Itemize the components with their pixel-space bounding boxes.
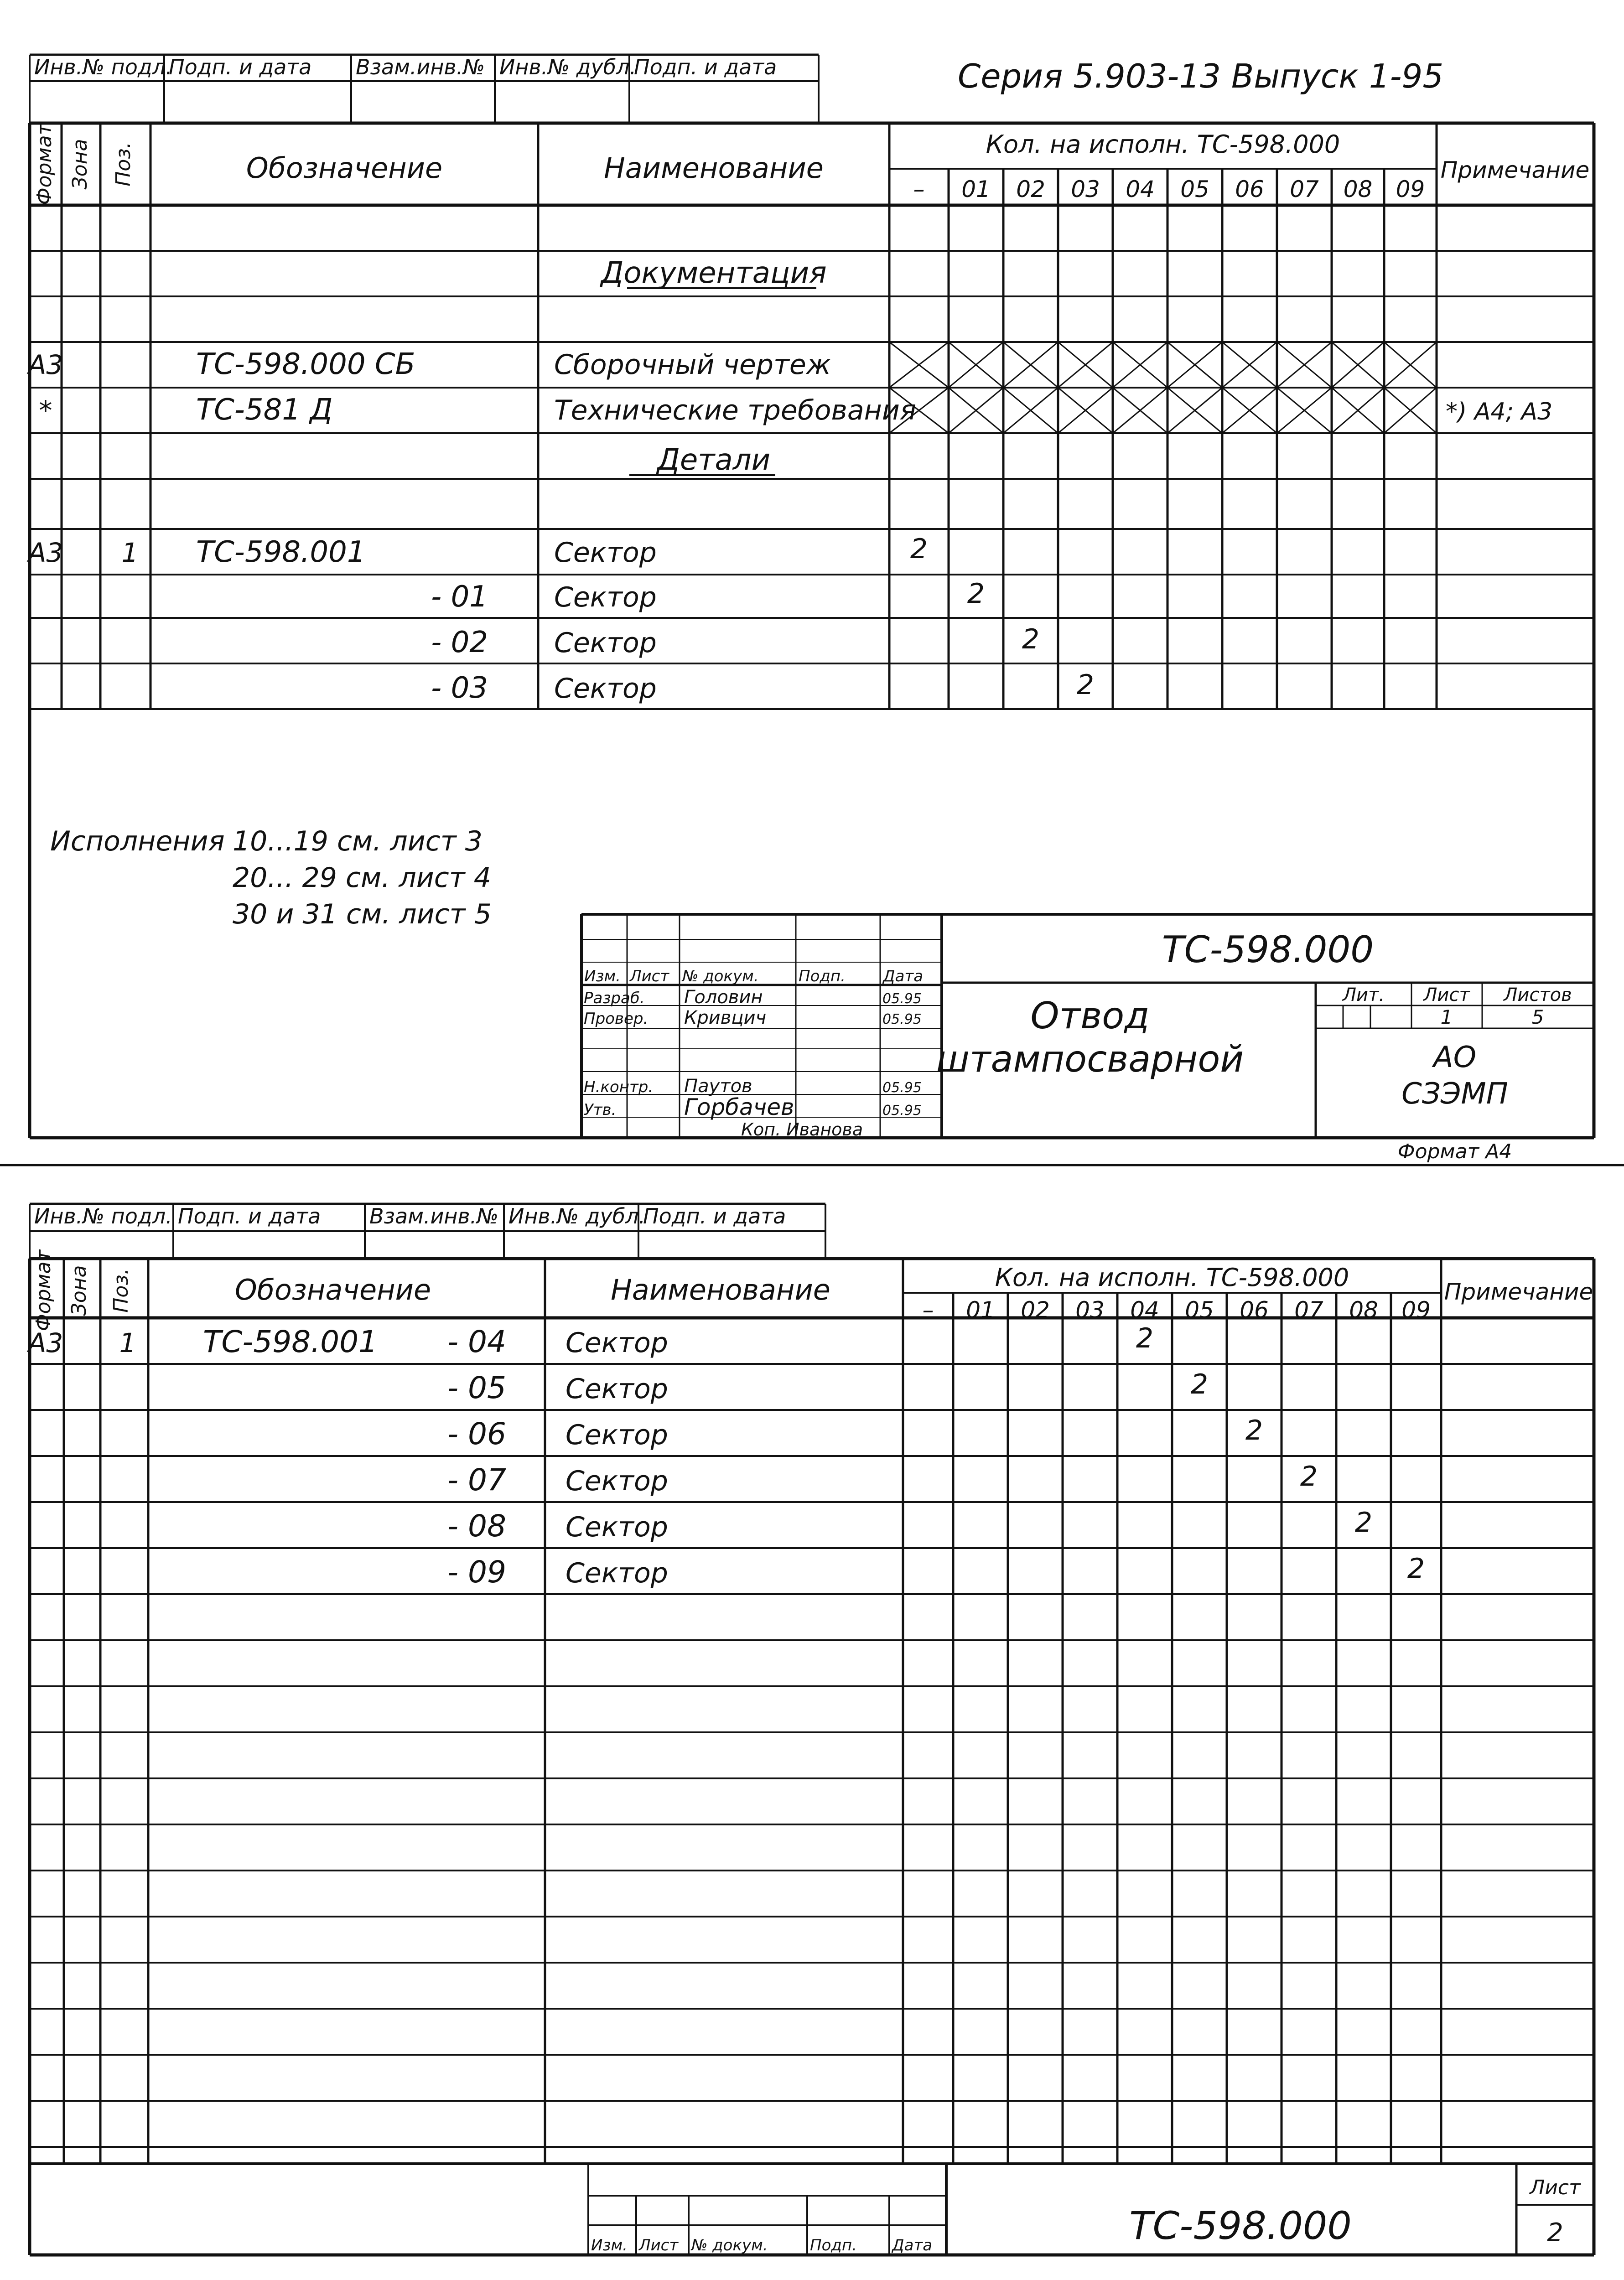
row-name: Сектор — [566, 1465, 668, 1497]
stamp-label: Инв.№ дубл. — [499, 55, 637, 79]
qty-column-label: 08 — [1343, 176, 1373, 202]
copied-by: Коп. Иванова — [741, 1119, 863, 1140]
title-block-column-head: Лист — [630, 967, 669, 985]
stamp-label: Подп. и дата — [643, 1204, 786, 1228]
row-variant-suffix: - 05 — [447, 1370, 506, 1405]
title-block-name: Горбачев — [684, 1094, 794, 1120]
row-designation: ТС-581 Д — [196, 393, 333, 427]
qty-column-label: 07 — [1294, 1297, 1323, 1323]
header-zone: Зона — [68, 139, 92, 190]
qty-column-label: 05 — [1180, 176, 1209, 202]
row-quantity: 2 — [1136, 1322, 1154, 1354]
row-variant-suffix: - 01 — [431, 580, 488, 614]
row-name: Сектор — [554, 537, 657, 569]
header-qty: Кол. на исполн. ТС-598.000 — [986, 130, 1340, 159]
header-format: Формат — [32, 1249, 55, 1332]
header-note: Примечание — [1440, 157, 1590, 183]
title-block-name: Кривцич — [684, 1007, 767, 1028]
stamp-label: Подп. и дата — [634, 55, 777, 79]
row-quantity: 2 — [910, 533, 928, 565]
title-block-role: Разраб. — [584, 989, 645, 1007]
row-variant-suffix: - 09 — [447, 1555, 506, 1590]
title-block-doc-number: ТС-598.000 — [1162, 928, 1374, 971]
title-block-date: 05.95 — [882, 1103, 922, 1119]
qty-column-label: – — [913, 176, 925, 202]
header-qty: Кол. на исполн. ТС-598.000 — [995, 1263, 1349, 1292]
title-block-column-head: Изм. — [591, 2236, 628, 2254]
row-quantity: 2 — [1407, 1553, 1425, 1585]
format-label: Формат А4 — [1397, 1140, 1512, 1163]
footer-doc-number: ТС-598.000 — [1129, 2203, 1352, 2248]
title-block-column-head: Лист — [639, 2236, 679, 2254]
row-quantity: 2 — [1076, 669, 1095, 701]
variant-reference: 20... 29 см. лист 4 — [233, 862, 491, 894]
qty-column-label: 01 — [961, 176, 991, 202]
qty-column-label: 06 — [1240, 1297, 1269, 1323]
row-variant-suffix: - 04 — [447, 1324, 506, 1359]
row-note: *) А4; А3 — [1446, 398, 1553, 425]
title-block-column-head: № докум. — [682, 967, 759, 985]
sheet-number: 2 — [1547, 2218, 1563, 2248]
row-quantity: 2 — [1300, 1461, 1318, 1492]
row-format: А3 — [28, 1327, 63, 1358]
row-variant-suffix: - 07 — [447, 1462, 506, 1498]
sheet-label: Лист — [1423, 985, 1470, 1005]
title-block-column-head: Дата — [883, 967, 924, 985]
row-name: Сектор — [566, 1327, 668, 1359]
row-name: Сектор — [554, 627, 657, 659]
header-pos: Поз. — [109, 1268, 133, 1313]
row-name: Сектор — [566, 1373, 668, 1405]
qty-column-label: 06 — [1235, 176, 1264, 202]
header-format: Формат — [33, 123, 56, 205]
lit-label: Лит. — [1342, 985, 1385, 1005]
row-name: Сектор — [566, 1557, 668, 1589]
stamp-label: Инв.№ подл. — [34, 1204, 172, 1228]
variants-label: Исполнения — [50, 825, 225, 857]
sheet-label: Лист — [1530, 2176, 1581, 2199]
header-designation: Обозначение — [246, 151, 443, 185]
row-format: * — [39, 395, 52, 426]
qty-column-label: 03 — [1071, 176, 1100, 202]
row-format: А3 — [28, 349, 63, 380]
header-designation: Обозначение — [234, 1273, 431, 1306]
header-name: Наименование — [611, 1273, 830, 1306]
header-pos: Поз. — [112, 142, 135, 187]
title-block-role: Утв. — [584, 1101, 617, 1119]
qty-column-label: 03 — [1075, 1297, 1105, 1323]
qty-column-label: 04 — [1126, 176, 1155, 202]
title-block-date: 05.95 — [882, 1080, 922, 1096]
row-format: А3 — [28, 537, 63, 568]
variant-reference: 30 и 31 см. лист 5 — [233, 898, 492, 930]
stamp-label: Взам.инв.№ — [356, 55, 485, 79]
stamp-label: Взам.инв.№ — [369, 1204, 499, 1228]
stamp-label: Подп. и дата — [178, 1204, 321, 1228]
qty-column-label: 09 — [1396, 176, 1425, 202]
qty-column-label: 07 — [1290, 176, 1319, 202]
row-name: Сборочный чертеж — [554, 349, 831, 381]
qty-column-label: 01 — [966, 1297, 995, 1323]
title-block-column-head: Дата — [892, 2236, 933, 2254]
sheet-number: 1 — [1440, 1006, 1453, 1028]
header-name: Наименование — [604, 151, 824, 185]
qty-column-label: 02 — [1016, 176, 1045, 202]
qty-column-label: 05 — [1185, 1297, 1214, 1323]
title-block-name: Паутов — [684, 1076, 752, 1097]
row-quantity: 2 — [1245, 1415, 1263, 1446]
row-name: Технические требования — [554, 394, 916, 426]
row-quantity: 2 — [1190, 1368, 1209, 1400]
series-header: Серия 5.903-13 Выпуск 1-95 — [958, 57, 1444, 95]
qty-column-label: 08 — [1349, 1297, 1378, 1323]
title-block-role: Провер. — [584, 1010, 649, 1028]
sheets-count: 5 — [1531, 1006, 1544, 1028]
section-documentation: Документация — [601, 256, 827, 290]
stamp-label: Инв.№ подл. — [34, 55, 172, 79]
variant-reference: 10...19 см. лист 3 — [233, 825, 483, 857]
organization: СЗЭМП — [1401, 1077, 1508, 1111]
row-name: Сектор — [566, 1511, 668, 1543]
qty-column-label: 02 — [1021, 1297, 1050, 1323]
header-note: Примечание — [1444, 1279, 1593, 1305]
row-name: Сектор — [554, 581, 657, 613]
title-block-title: Отвод — [1030, 995, 1150, 1037]
row-quantity: 2 — [1022, 623, 1040, 655]
row-designation: ТС-598.000 СБ — [196, 347, 415, 381]
row-designation: ТС-598.001 — [196, 535, 366, 569]
stamp-label: Инв.№ дубл. — [508, 1204, 646, 1228]
row-quantity: 2 — [1354, 1507, 1373, 1539]
qty-column-label: – — [922, 1297, 934, 1323]
organization: АО — [1433, 1041, 1477, 1074]
qty-column-label: 04 — [1130, 1297, 1159, 1323]
sheets-label: Листов — [1504, 985, 1572, 1005]
title-block-date: 05.95 — [882, 1011, 922, 1027]
title-block-date: 05.95 — [882, 991, 922, 1007]
title-block-column-head: Подп. — [810, 2236, 857, 2254]
title-block-column-head: Изм. — [584, 967, 621, 985]
stamp-label: Подп. и дата — [169, 55, 312, 79]
qty-column-label: 09 — [1401, 1297, 1431, 1323]
row-quantity: 2 — [967, 578, 985, 610]
title-block-column-head: Подп. — [799, 967, 846, 985]
section-parts: Детали — [657, 443, 771, 477]
title-block-role: Н.контр. — [584, 1078, 654, 1096]
row-designation: ТС-598.001 — [203, 1324, 378, 1359]
row-variant-suffix: - 06 — [447, 1416, 506, 1451]
title-block-column-head: № докум. — [691, 2236, 768, 2254]
row-name: Сектор — [566, 1419, 668, 1451]
row-variant-suffix: - 08 — [447, 1508, 506, 1544]
row-variant-suffix: - 02 — [431, 626, 488, 659]
row-position: 1 — [119, 1327, 136, 1358]
title-block-title: штампосварной — [936, 1038, 1244, 1080]
row-name: Сектор — [554, 673, 657, 705]
row-variant-suffix: - 03 — [431, 671, 488, 705]
row-position: 1 — [121, 537, 139, 568]
title-block-name: Головин — [684, 987, 763, 1008]
header-zone: Зона — [67, 1265, 91, 1316]
